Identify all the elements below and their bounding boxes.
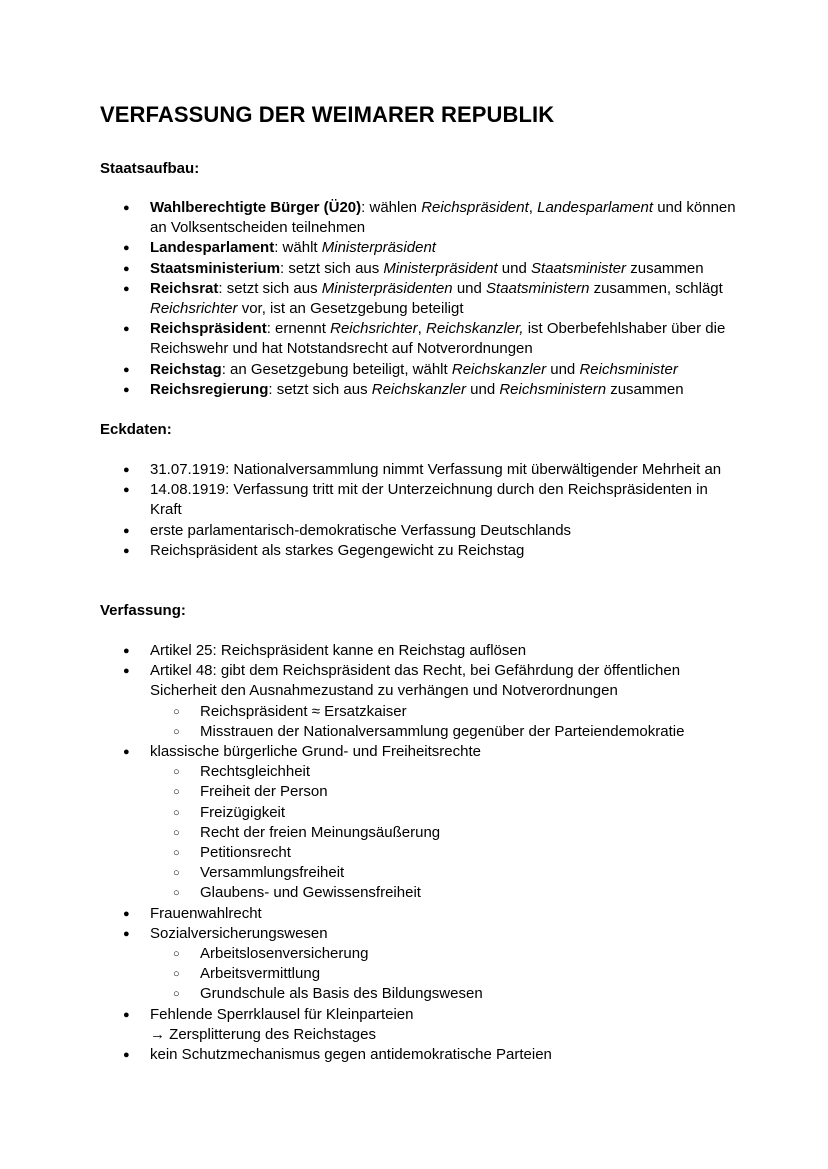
text-run: und [452,279,487,297]
text-run: Reichsminister [579,360,678,378]
list-item: ● Sozialversicherungswesen [100,924,740,944]
text-run: : setzt sich aus [218,279,322,297]
text-run: Reichsrichter [150,300,238,318]
text-run: Wahlberechtigte Bürger (Ü20) [150,199,362,216]
text-run: vor, ist an Gesetzgebung beteiligt [237,300,464,318]
list-item: ● Artikel 48: gibt dem Reichspräsident das Recht, bei Gefährdung der öffentlichen Sicherheit den Ausnahmezustand zu verhängen und Notverordnungen [100,661,740,701]
sub-list-item: ○ Rechtsgleichheit [100,762,740,782]
list-item: ● Fehlende Sperrklausel für Kleinparteien [100,1005,740,1025]
text-run: Reichspräsident [150,320,267,338]
text-run: Landesparlament [150,239,275,257]
eckdaten-list [100,460,740,561]
text-run: , [528,199,538,216]
text-run: Reichskanzler, [425,320,524,338]
list-item: ● Artikel 25: Reichspräsident kanne en Reichstag auflösen [100,641,740,661]
text-run: zusammen [606,380,684,398]
text-run: ist Oberbefehlshaber über die Reichswehr und hat Notstandsrecht auf Notverordnungen [150,320,726,358]
sub-list-item: ○ Arbeitsvermittlung [100,964,740,984]
section-heading-verfassung: Verfassung: [100,602,186,619]
text-run: Ministerpräsident [321,239,436,257]
list-item [100,380,740,400]
text-run: : wählen [361,199,422,216]
text-run: Staatsminister [531,259,627,277]
text-run: Landesparlament [537,199,654,216]
sub-list-item: ○ Versammlungsfreiheit [100,863,740,883]
list-item [100,198,740,238]
text-run: : wählt [274,239,322,257]
text-run: und können an Volksentscheiden teilnehmen [150,199,736,237]
list-item [100,360,740,380]
sub-list-item: ○ Glaubens- und Gewissensfreiheit [100,883,740,903]
text-run: : ernennt [266,320,331,338]
sub-list-item: ○ Grundschule als Basis des Bildungswesen [100,984,740,1004]
text-run: Reichsrichter [330,320,418,338]
text-run: Reichstag [150,360,222,378]
text-run: Reichsrat [150,279,219,297]
text-run: , [417,320,426,338]
text-run: Staatsministern [486,279,590,297]
sub-list-item: ○ Reichspräsident ≈ Ersatzkaiser [100,702,740,722]
verfassung-list [100,641,740,1065]
list-item: ● 31.07.1919: Nationalversammlung nimmt Verfassung mit überwältigender Mehrheit an [100,460,740,480]
list-item [100,319,740,359]
text-run: Reichsministern [499,380,607,398]
list-item: → Zersplitterung des Reichstages [150,1025,376,1043]
sub-list-item: ○ Recht der freien Meinungsäußerung [100,823,740,843]
list-item [100,238,740,258]
list-item: ● kein Schutzmechanismus gegen antidemokratische Parteien [100,1045,740,1065]
sub-list-item: ○ Freizügigkeit [100,803,740,823]
staatsaufbau-list [100,198,740,400]
text-run: Reichsregierung [150,380,269,398]
text-run: : setzt sich aus [280,259,384,277]
section-heading-eckdaten: Eckdaten: [100,421,172,438]
list-item [100,279,740,319]
list-item [100,259,740,279]
section-heading-staatsaufbau: Staatsaufbau: [100,160,200,177]
sub-list-item: ○ Misstrauen der Nationalversammlung gegenüber der Parteiendemokratie [100,722,740,742]
text-run: und [497,259,532,277]
sub-list-item: ○ Petitionsrecht [100,843,740,863]
list-item: ● 14.08.1919: Verfassung tritt mit der Unterzeichnung durch den Reichspräsidenten in Kraft [100,480,740,520]
sub-list-item: ○ Arbeitslosenversicherung [100,944,740,964]
sub-list-item: ○ Freiheit der Person [100,782,740,802]
list-item: ● Frauenwahlrecht [100,904,740,924]
text-run: : setzt sich aus [268,380,372,398]
text-run: Reichskanzler [371,380,466,398]
list-item: ● klassische bürgerliche Grund- und Freiheitsrechte [100,742,740,762]
text-run: Staatsministerium [150,259,281,277]
text-run: zusammen [626,259,704,277]
page-title: VERFASSUNG DER WEIMARER REPUBLIK [100,102,555,127]
list-item: ● erste parlamentarisch-demokratische Verfassung Deutschlands [100,521,740,541]
list-item: ● Reichspräsident als starkes Gegengewicht zu Reichstag [100,541,740,561]
text-run: Ministerpräsidenten [321,279,453,297]
text-run: und [465,380,500,398]
text-run: Reichspräsident [421,199,529,216]
text-run: : an Gesetzgebung beteiligt, wählt [221,360,452,378]
text-run: und [546,360,580,378]
text-run: Ministerpräsident [383,259,498,277]
text-run: Reichskanzler [451,360,547,378]
text-run: zusammen, schlägt [589,279,723,297]
